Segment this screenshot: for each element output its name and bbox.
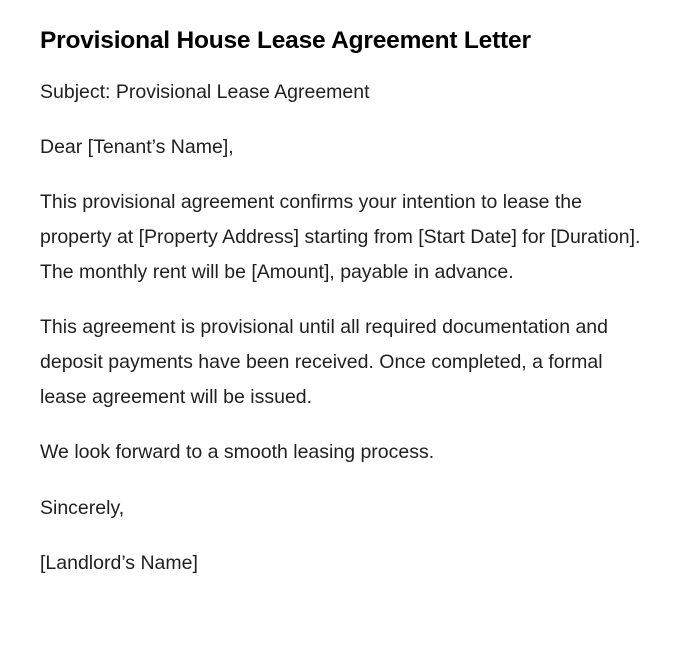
letter-body-paragraph-1: This provisional agreement confirms your intention to lease the property at [Property Address] starting from [Start Date] for [Duration]. The monthly rent will be [Amount], payable in advance. xyxy=(40,191,641,283)
letter-salutation: Dear [Tenant’s Name], xyxy=(40,136,234,158)
letter-subject: Subject: Provisional Lease Agreement xyxy=(40,81,370,103)
letter-closing-line: We look forward to a smooth leasing process. xyxy=(40,441,435,463)
letter-signature: [Landlord’s Name] xyxy=(40,552,198,574)
letter-title: Provisional House Lease Agreement Letter xyxy=(40,27,531,54)
letter-signoff: Sincerely, xyxy=(40,497,125,519)
letter-body-paragraph-2: This agreement is provisional until all required documentation and deposit payments have been received. Once completed, a formal lease agreement will be issued. xyxy=(40,316,608,408)
